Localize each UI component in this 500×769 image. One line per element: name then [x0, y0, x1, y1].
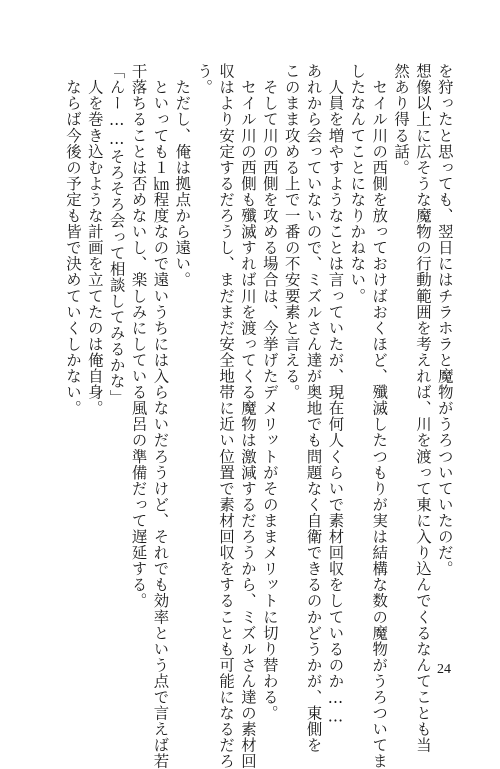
text-line: あれから会っていないので、ミズルさん達が奥地でも問題なく自衛できるのかどうかが、東側を	[304, 63, 323, 754]
text-line: う。	[195, 63, 214, 96]
text-line: 人を巻き込むような計画を立てたのは俺自身。	[85, 63, 104, 417]
text-line: 干落ちることは否めないし、楽しみにしている風呂の準備だって遅延する。	[129, 63, 148, 609]
text-line: といっても１㎞程度なので遠いうちには入らないだろうけど、それでも効率という点で言えば若	[151, 63, 170, 769]
text-line: セイル川の西側も殲滅すれば川を渡ってくる魔物は激減するだろうから、ミズルさん達の素材回	[239, 63, 257, 769]
text-line: セイル川の西側を放っておけばおくほど、殲滅したつもりが実は結構な数の魔物がうろついてま	[370, 63, 389, 769]
text-line: ならば今後の予定も皆で決めていくしかない。	[64, 63, 82, 417]
text-line: 人員を増やすようなことは言っていたが、現在何人くらいで素材回収をしているのか……	[326, 63, 345, 727]
text-line: 想像以上に広そうな魔物の行動範囲を考えれば、川を渡って東に入り込んでくるなんてことも当	[414, 63, 432, 754]
text-line: 然あり得る話。	[392, 63, 411, 176]
text-line: 「んー……そろそろ会って相談してみるかな」	[107, 63, 126, 406]
text-line: このまま攻める上で一番の不安要素と言える。	[282, 63, 301, 401]
page-number: 24	[437, 662, 451, 677]
text-line: したなんてことになりかねない。	[348, 63, 367, 304]
text-line: そして川の西側を攻める場合は、今挙げたデメリットがそのままメリットに切り替わる。	[260, 63, 279, 722]
text-line: を狩ったと思っても、翌日にはチラホラと魔物がうろついていたのだ。	[435, 63, 454, 577]
text-line: 収はより安定するだろうし、まだまだ安全地帯に近い位置で素材回収をすることも可能になるだろ	[217, 63, 236, 769]
text-line: ただし、俺は拠点から遠い。	[173, 63, 192, 288]
